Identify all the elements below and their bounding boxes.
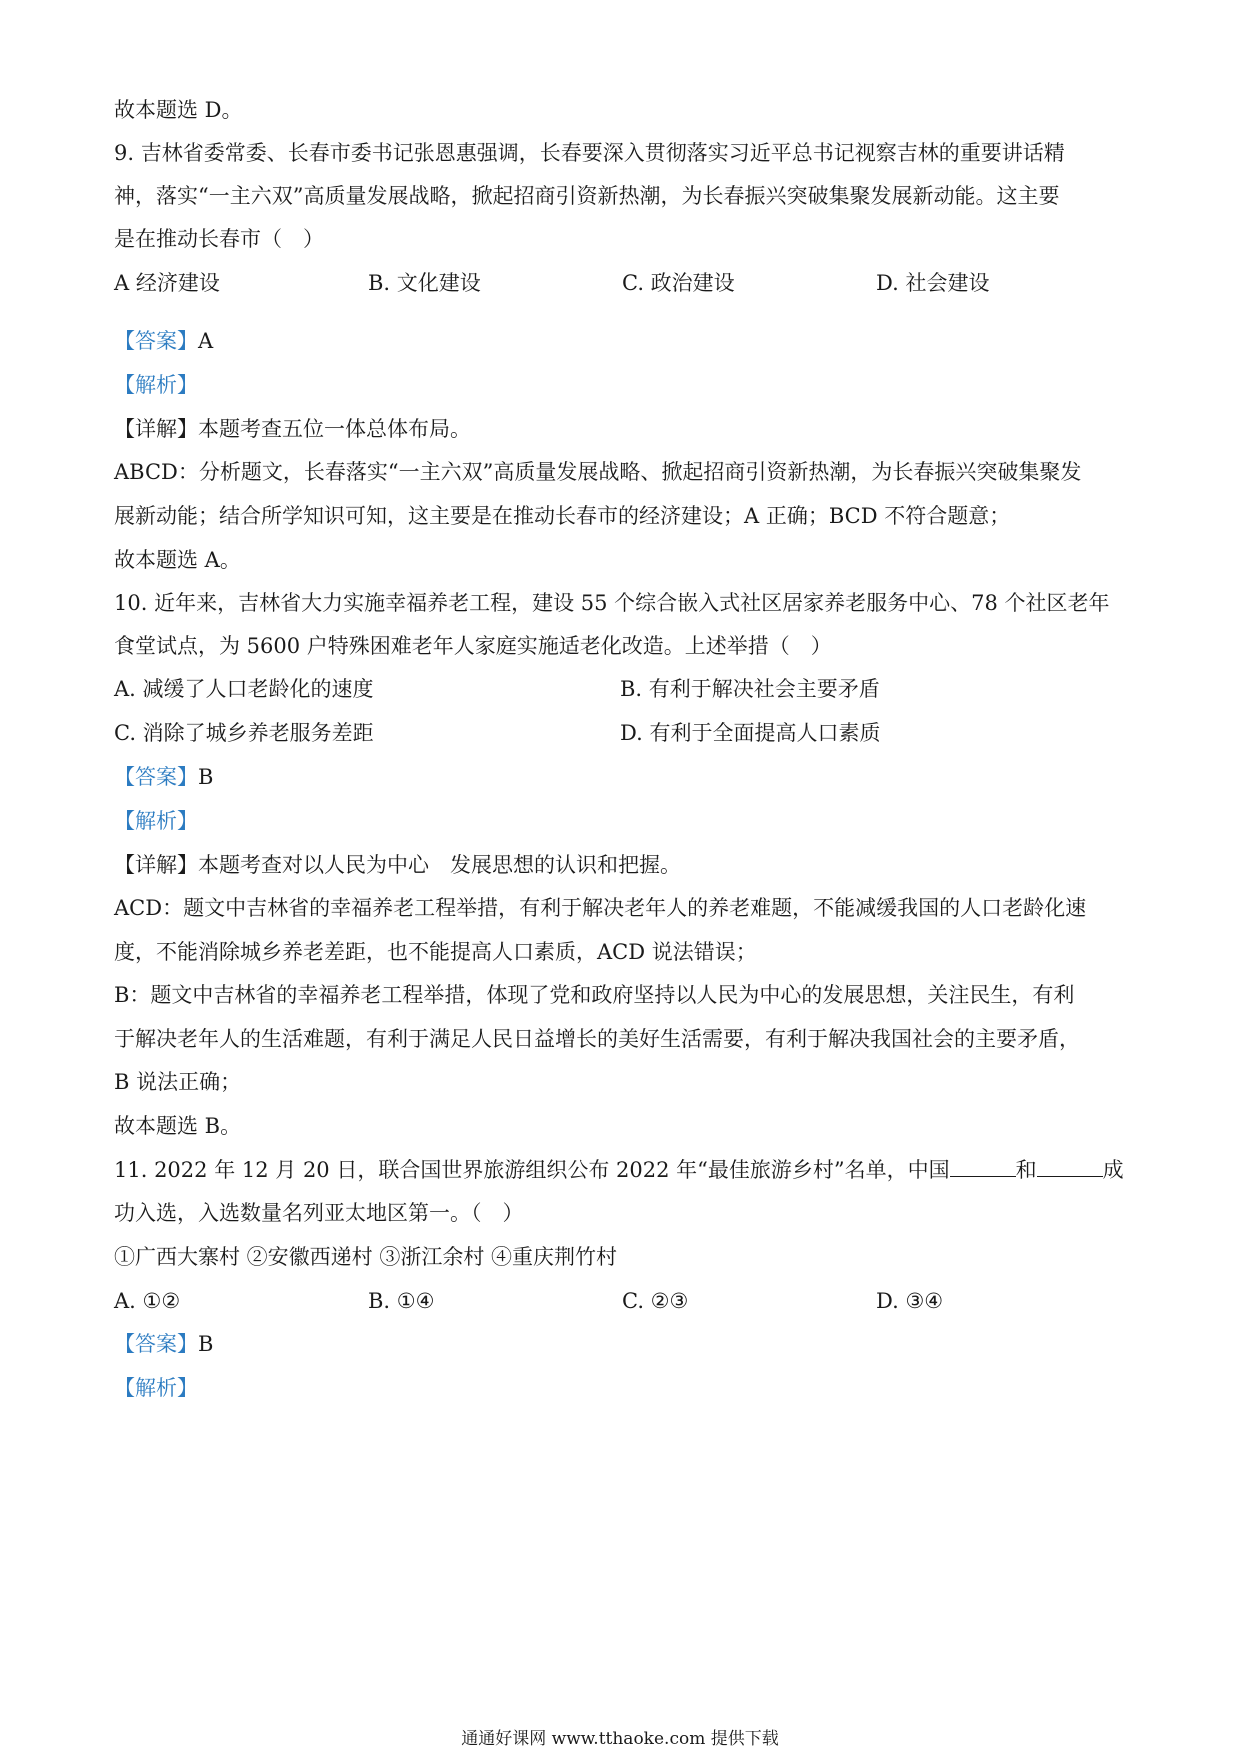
q9-stem-line-1: 9. 吉林省委常委、长春市委书记张恩惠强调，长春要深入贯彻落实习近平总书记视察吉林的重要讲话精: [114, 141, 1065, 165]
q10-analysis-tag: 【解析】: [114, 809, 198, 833]
q10-answer-line: [114, 763, 213, 791]
detail-tag: 【详解】: [114, 853, 198, 877]
q8-conclusion: 故本题选 D。: [114, 98, 243, 122]
q9-explain-line-3: 故本题选 A。: [114, 548, 241, 572]
q9-detail-line: [114, 415, 471, 443]
q9-answer: A: [198, 329, 214, 353]
q11-answer-line: [114, 1330, 213, 1358]
q11-option-c: C. ②③: [622, 1289, 689, 1313]
q11-stem-part-3: 成: [1102, 1158, 1124, 1182]
q11-option-d: D. ③④: [876, 1289, 944, 1313]
q11-answer: B: [198, 1332, 214, 1356]
q10-detail: 本题考查对以人民为中心 发展思想的认识和把握。: [198, 853, 681, 877]
q9-option-d: D. 社会建设: [876, 271, 990, 295]
answer-tag: 【答案】: [114, 329, 198, 353]
q10-explain-line-1: ACD：题文中吉林省的幸福养老工程举措，有利于解决老年人的养老难题，不能减缓我国的人口老龄化速: [114, 896, 1087, 920]
q9-detail: 本题考查五位一体总体布局。: [198, 417, 471, 441]
q11-option-a: A. ①②: [114, 1289, 181, 1313]
q11-stem-line-1: [114, 1156, 1124, 1184]
q11-analysis-tag: 【解析】: [114, 1376, 198, 1400]
q10-option-d: D. 有利于全面提高人口素质: [620, 721, 881, 745]
q10-detail-line: [114, 851, 681, 879]
q10-explain-line-5: B 说法正确；: [114, 1070, 242, 1094]
q10-option-c: C. 消除了城乡养老服务差距: [114, 721, 374, 745]
q9-stem-line-3: 是在推动长春市（ ）: [114, 227, 324, 251]
q11-option-b: B. ①④: [368, 1289, 435, 1313]
q10-explain-line-3: B：题文中吉林省的幸福养老工程举措，体现了党和政府坚持以人民为中心的发展思想，关注民生，有利: [114, 983, 1075, 1007]
q9-option-a: A 经济建设: [114, 271, 220, 295]
q11-items: ①广西大寨村 ②安徽西递村 ③浙江余村 ④重庆荆竹村: [114, 1245, 618, 1269]
q11-blank-2: [1037, 1156, 1103, 1177]
q10-explain-line-2: 度，不能消除城乡养老差距，也不能提高人口素质，ACD 说法错误；: [114, 940, 757, 964]
q10-explain-line-6: 故本题选 B。: [114, 1114, 242, 1138]
answer-tag: 【答案】: [114, 1332, 198, 1356]
q9-stem-line-2: 神，落实“一主六双”高质量发展战略，掀起招商引资新热潮，为长春振兴突破集聚发展新动能。这主要: [114, 184, 1060, 208]
q10-stem-line-1: 10. 近年来，吉林省大力实施幸福养老工程，建设 55 个综合嵌入式社区居家养老服务中心、78 个社区老年: [114, 591, 1110, 615]
q10-stem-line-2: 食堂试点，为 5600 户特殊困难老年人家庭实施适老化改造。上述举措（ ）: [114, 634, 832, 658]
q9-explain-line-1: ABCD：分析题文，长春落实“一主六双”高质量发展战略、掀起招商引资新热潮，为长春振兴突破集聚发: [114, 460, 1082, 484]
q10-explain-line-4: 于解决老年人的生活难题，有利于满足人民日益增长的美好生活需要，有利于解决我国社会的主要矛盾，: [114, 1027, 1080, 1051]
q9-analysis-tag: 【解析】: [114, 373, 198, 397]
detail-tag: 【详解】: [114, 417, 198, 441]
q11-stem-part-1: 11. 2022 年 12 月 20 日，联合国世界旅游组织公布 2022 年“最佳旅游乡村”名单，中国: [114, 1158, 950, 1182]
q11-stem-line-2: 功入选，入选数量名列亚太地区第一。（ ）: [114, 1201, 524, 1225]
q10-option-b: B. 有利于解决社会主要矛盾: [620, 677, 880, 701]
q9-answer-line: [114, 327, 213, 355]
q9-option-c: C. 政治建设: [622, 271, 735, 295]
q10-option-a: A. 减缓了人口老龄化的速度: [114, 677, 374, 701]
q9-explain-line-2: 展新动能；结合所学知识可知，这主要是在推动长春市的经济建设；A 正确；BCD 不符合题意；: [114, 504, 1011, 528]
q10-answer: B: [198, 765, 214, 789]
page-footer: 通通好课网 www.tthaoke.com 提供下载: [461, 1729, 779, 1749]
q11-blank-1: [950, 1156, 1016, 1177]
q11-stem-part-2: 和: [1015, 1158, 1037, 1182]
q9-option-b: B. 文化建设: [368, 271, 481, 295]
answer-tag: 【答案】: [114, 765, 198, 789]
